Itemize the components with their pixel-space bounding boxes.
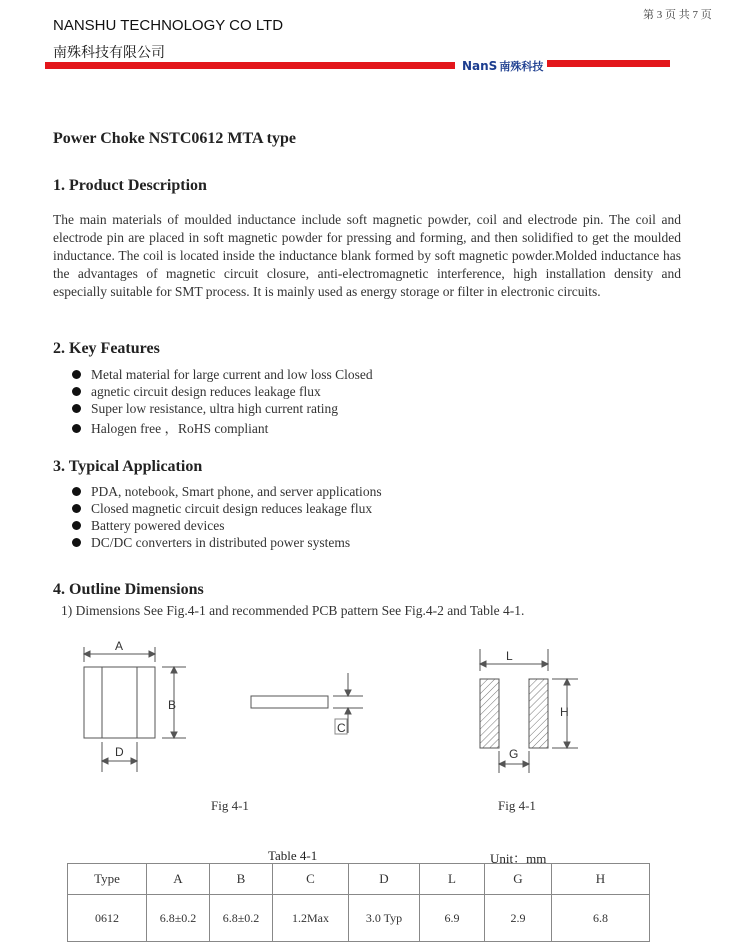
section-heading-features: 2. Key Features — [53, 340, 160, 357]
list-item — [72, 400, 373, 417]
list-item — [72, 383, 373, 400]
dim-label-l: L — [506, 649, 513, 663]
section-heading-application: 3. Typical Application — [53, 458, 203, 475]
table-cell: 2.9 — [485, 895, 552, 942]
features-list — [72, 366, 373, 437]
header-rule-right — [547, 60, 670, 67]
figure-caption-right: Fig 4-1 — [498, 798, 536, 813]
logo-text: NanS — [462, 59, 498, 73]
brand-logo — [462, 58, 543, 74]
list-item — [72, 483, 382, 500]
feature-text: Metal material for large current and low loss Closed — [91, 367, 373, 382]
company-name-cn: 南殊科技有限公司 — [53, 45, 165, 61]
table-header-cell: A — [147, 864, 210, 895]
product-description: The main materials of moulded inductance include soft magnetic powder, coil and electrode pin. The coil and electrode pin are placed in soft magnetic powder for pressing and forming, and then solidified to get the moulded inductance. The coil is located inside the inductance blank formed by soft magnetic powder.Molded inductance has the advantages of magnetic circuit closure, anti-electromagnetic interference, high installation density and especially suitable for SMT process. It is mainly used as energy storage or filter in electronic circuits. — [53, 212, 681, 299]
dim-label-a: A — [115, 639, 124, 653]
table-cell: 6.8±0.2 — [210, 895, 273, 942]
dim-label-d: D — [115, 745, 124, 759]
table-row — [68, 895, 650, 942]
table-cell: 1.2Max — [273, 895, 349, 942]
application-text: DC/DC converters in distributed power systems — [91, 535, 351, 550]
table-header-cell: D — [349, 864, 420, 895]
logo-cn: 南殊科技 — [499, 60, 544, 73]
table-header-cell: B — [210, 864, 273, 895]
section-heading-outline: 4. Outline Dimensions — [53, 581, 204, 598]
feature-text: agnetic circuit design reduces leakage flux — [91, 384, 321, 399]
list-item — [72, 420, 373, 437]
page-number: 第 3 页 共 7 页 — [643, 9, 712, 21]
bullet-icon — [72, 487, 81, 496]
dim-label-b: B — [168, 698, 177, 712]
bullet-icon — [72, 387, 81, 396]
bullet-icon — [72, 370, 81, 379]
list-item — [72, 366, 373, 383]
application-text: PDA, notebook, Smart phone, and server applications — [91, 484, 382, 499]
table-title: Table 4-1 — [268, 848, 318, 863]
top-view-figure — [78, 632, 193, 777]
figure-caption-left: Fig 4-1 — [211, 798, 249, 813]
application-text: Battery powered devices — [91, 518, 225, 533]
table-header-cell: C — [273, 864, 349, 895]
list-item — [72, 500, 382, 517]
list-item — [72, 517, 382, 534]
table-cell: 0612 — [68, 895, 147, 942]
bullet-icon — [72, 521, 81, 530]
bullet-icon — [72, 504, 81, 513]
bullet-icon — [72, 404, 81, 413]
application-list — [72, 483, 382, 551]
feature-text: Super low resistance, ultra high current rating — [91, 401, 339, 416]
table-cell: 6.8±0.2 — [147, 895, 210, 942]
unit-label: Unit：mm — [490, 851, 547, 866]
dim-label-h: H — [560, 705, 569, 719]
dimensions-table — [67, 863, 650, 942]
outline-note: 1) Dimensions See Fig.4-1 and recommended PCB pattern See Fig.4-2 and Table 4-1. — [61, 603, 525, 618]
table-header-cell: L — [420, 864, 485, 895]
feature-text: Halogen free ，RoHS compliant — [91, 421, 269, 436]
side-view-figure — [245, 667, 370, 742]
bullet-icon — [72, 538, 81, 547]
list-item — [72, 534, 382, 551]
bullet-icon — [72, 424, 81, 433]
application-text: Closed magnetic circuit design reduces leakage flux — [91, 501, 373, 516]
table-cell: 6.8 — [552, 895, 650, 942]
company-name-en: NANSHU TECHNOLOGY CO LTD — [53, 17, 284, 34]
table-cell: 6.9 — [420, 895, 485, 942]
table-header-cell: Type — [68, 864, 147, 895]
table-header-cell: G — [485, 864, 552, 895]
header-rule-left — [45, 62, 455, 69]
document-title: Power Choke NSTC0612 MTA type — [53, 130, 296, 147]
section-heading-description: 1. Product Description — [53, 177, 207, 194]
pcb-pattern-figure — [472, 645, 582, 775]
table-cell: 3.0 Typ — [349, 895, 420, 942]
dim-label-g: G — [509, 747, 519, 761]
table-header-row — [68, 864, 650, 895]
table-header-cell: H — [552, 864, 650, 895]
dim-label-c: C — [337, 721, 346, 735]
